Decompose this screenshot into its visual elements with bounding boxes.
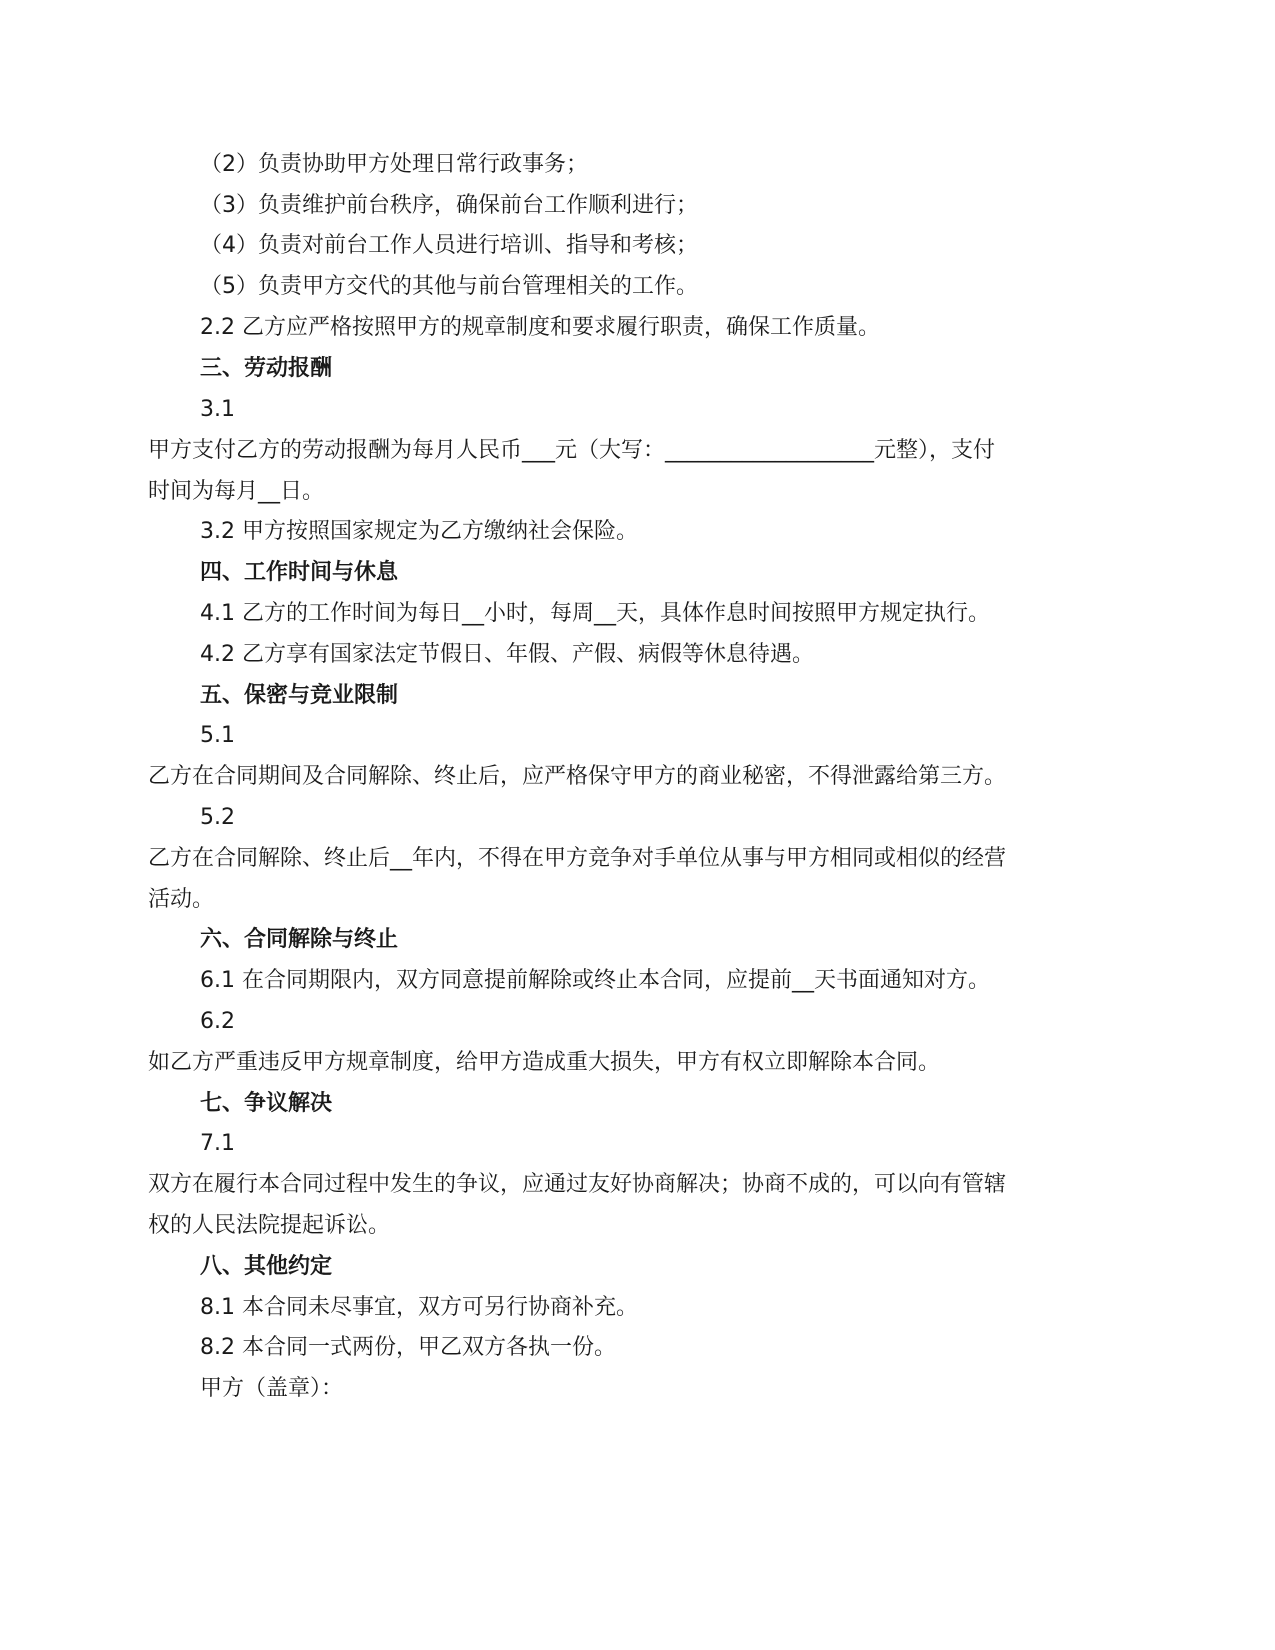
clause-8-2: 8.2 本合同一式两份，甲乙双方各执一份。 [200,1335,616,1360]
duty-item-3: （3）负责维护前台秩序，确保前台工作顺利进行； [200,193,698,218]
clause-3-1-number: 3.1 [200,397,235,422]
duty-item-4: （4）负责对前台工作人员进行培训、指导和考核； [200,233,698,258]
clause-7-1-text: 双方在履行本合同过程中发生的争议，应通过友好协商解决；协商不成的，可以向有管辖 [148,1172,1007,1197]
section-heading-4: 四、工作时间与休息 [200,560,399,585]
clause-4-1: 4.1 乙方的工作时间为每日__小时，每周__天，具体作息时间按照甲方规定执行。 [200,601,990,626]
clause-5-1-text: 乙方在合同期间及合同解除、终止后，应严格保守甲方的商业秘密，不得泄露给第三方。 [148,764,1007,789]
clause-2-2: 2.2 乙方应严格按照甲方的规章制度和要求履行职责，确保工作质量。 [200,315,880,340]
clause-3-2: 3.2 甲方按照国家规定为乙方缴纳社会保险。 [200,519,638,544]
section-heading-5: 五、保密与竞业限制 [200,683,399,708]
clause-5-1-number: 5.1 [200,723,235,748]
clause-5-2-number: 5.2 [200,805,235,830]
clause-4-2: 4.2 乙方享有国家法定节假日、年假、产假、病假等休息待遇。 [200,642,814,667]
section-heading-3: 三、劳动报酬 [200,356,333,381]
clause-7-1-text-cont: 权的人民法院提起诉讼。 [148,1213,391,1238]
section-heading-6: 六、合同解除与终止 [200,927,399,952]
clause-7-1-number: 7.1 [200,1131,235,1156]
clause-3-1-text: 甲方支付乙方的劳动报酬为每月人民币___元（大写：___________________元整），支付 [148,438,996,463]
clause-6-1: 6.1 在合同期限内，双方同意提前解除或终止本合同，应提前__天书面通知对方。 [200,968,990,993]
section-heading-7: 七、争议解决 [200,1091,333,1116]
section-heading-8: 八、其他约定 [200,1254,333,1279]
clause-5-2-text: 乙方在合同解除、终止后__年内，不得在甲方竞争对手单位从事与甲方相同或相似的经营 [148,846,1007,871]
clause-5-2-text-cont: 活动。 [148,887,215,912]
clause-6-2-number: 6.2 [200,1009,235,1034]
clause-8-1: 8.1 本合同未尽事宜，双方可另行协商补充。 [200,1295,638,1320]
clause-3-1-text-cont: 时间为每月__日。 [148,479,325,504]
duty-item-2: （2）负责协助甲方处理日常行政事务； [200,152,588,177]
duty-item-5: （5）负责甲方交代的其他与前台管理相关的工作。 [200,274,698,299]
clause-6-2-text: 如乙方严重违反甲方规章制度，给甲方造成重大损失，甲方有权立即解除本合同。 [148,1050,941,1075]
party-a-signature-label: 甲方（盖章）： [200,1376,344,1401]
